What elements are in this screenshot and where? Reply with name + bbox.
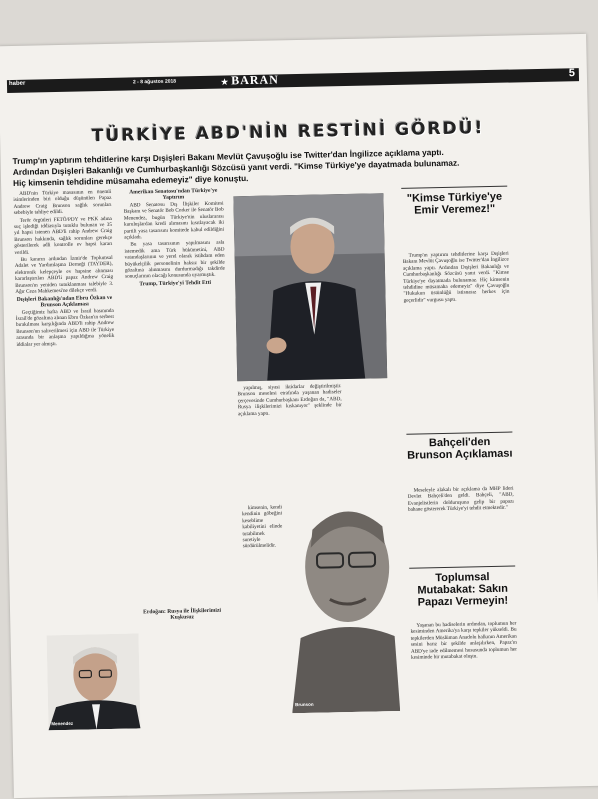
paragraph: Bu yasa tasarısının yapılmasını asla istemedik ama Türk hükümetini, ABD vatandaşlarının ve yerel olarak istihdam eden büyükelçilik personelinin haksız bir şekilde gözaltına alınmasını durdurmadığı takdirde sonuçlarının olacağı konusunda uyarmıştık. (124, 239, 225, 281)
paragraph: ABD'nin Türkiye masasının en önemli isimlerinden biri olduğu düşünülen Papaz Andrew Craig Brunson sağlık sorunları sebebiyle tahliye edildi. (13, 188, 112, 217)
box-body (410, 621, 517, 663)
photo-caption: Brunson (294, 701, 314, 708)
paragraph: Meseleyle alakalı bir açıklama da MHP lideri Devlet Bahçeli'den geldi. Bahçeli, "ABD, Evanjelistlerin dolduruşuna gelip bir papazı bahane göstererek Türkiye'yi tehdit etmektedir." (407, 485, 514, 513)
photo-caption: Menendez (51, 720, 74, 727)
box-title: "Kimse Türkiye'ye Emir Veremez!" (406, 190, 503, 217)
subheading: Erdoğan: Rusya ile İlişkilerimizi Kuşkusuz (143, 607, 222, 621)
paragraph: yapılmış, siyasi iktidarlar değiştirilmiştir. Brunson meselesi etrafında yaşanan hadiseler çerçevesinde Cumhurbaşkanı Erdoğan da, "ABD, Rusya ilişkilerimizi kıskanıyor" şeklinde bir açıklama yaptı. (237, 383, 342, 417)
box-body (403, 251, 510, 305)
star-icon: ★ (220, 77, 230, 87)
paragraph: ABD Senatosu Dış İlişkiler Komitesi Başkanı ve Senatör Bob Corker ile Senatör Bob Menendez, bugün Türkiye'nin uluslararası kuruluşlardan kredi alımasını kısıtlayacak iki partili yasa tasarısını komitede kabul edildiğini açıkladı. (123, 200, 225, 241)
box-title: Bahçeli'den Brunson Açıklaması (407, 436, 513, 462)
page-number: 5 (568, 67, 576, 80)
subheading: Amerikan Senatosu'ndan Türkiye'ye Yaptırım (129, 187, 218, 201)
divider (406, 432, 512, 435)
portrait-illustration (233, 193, 387, 381)
paragraph: Geçtiğimiz hafta ABD ve İsrail basınında İsrail'de gözaltına alınan Ebru Özkan'ın serbest bırakılması karşılığında ABD'li rahip Andrew Brunson'un salıverilmesi için ABD ile Türkiye arasında bir anlaşma yapıldığına yönelik iddialar yer almıştı. (15, 307, 115, 348)
column-3 (237, 383, 342, 418)
box-title: Toplumsal Mutabakat: Sakın Papazı Vermeyin! (417, 571, 509, 609)
divider (409, 566, 515, 569)
column-3-narrow (242, 504, 283, 551)
portrait-illustration (288, 486, 401, 713)
portrait-illustration (47, 633, 141, 730)
paragraph: kimsenin, kendi kendinin göbeğini keseblime kabiliyetini elinde tutabilmek suretiyle sürdürülmelidir. (241, 504, 283, 550)
column-1 (13, 189, 114, 349)
subheading: Dışişleri Bakanlığı'ndan Ebru Özkan ve Brunson Açıklaması (16, 294, 113, 308)
paragraph: Yaşanan bu hadiselerin ardından, toplumun her kesiminden Amerika'ya karşı tepkiler yükseldi. Bu tepkilerden Müslüman Anadolu halkının Amerikan sesini barız bir şekilde anlaşılırken, Papaz'ın ABD'ye iade edilmemesi hususunda toplumun her kesiminde bir mutabakat oluştu. (410, 620, 517, 661)
paragraph: Terör örgütleri FETÖ/PDY ve PKK adına suç işlediği iddiasıyla tutuklu bulunan ve 35 yıl hapsi istenen ABD'li rahip Andrew Craig Brunson hakkında, sağlık sorunları gerekçe gösterilerek adli kontrolle ev hapsi kararı verildi. (13, 215, 113, 256)
paragraph: Trump'ın yaptırım tehditlerine karşı Dışişleri Bakanı Mevlüt Çavuşoğlu ise Twitter'dan İngilizce açıklama yaptı. Ardından Dışişleri Bakanlığı ve Cumhurbaşkanlığı Sözcüsü yanıt verdi. "Kimse Türkiye'ye dayatmada bulunamaz. Hiç kimsenin tehdidine müsamaha edemeyiz" diye Çavuşoğlu "Hukukun üstünlüğü istisnasız herkes için geçerlidir" vurgusu yaptı. (402, 250, 510, 304)
box-body (408, 486, 515, 515)
paragraph: Bu kararın ardından İzmir'de Toplumsal Adalet ve Yardımlaşma Derneği (TAYDER), elektronik kelepçeyle ev hapsine alınması kararlaştırılan ABD'li papaz Andrew Craig Brunson'ın yeniden tutuklanması talebiyle 3. Ağır Ceza Mahkemesi'ne dilekçe verdi. (14, 254, 114, 296)
newspaper-page (0, 34, 598, 798)
headline: TÜRKİYE ABD'NİN RESTİNİ GÖRDÜ! (91, 118, 485, 147)
subheading: Trump, Türkiye'yi Tehdit Etti (139, 279, 212, 288)
lead-paragraph: Trump'ın yaptırım tehditlerine karşı Dışişleri Bakanı Mevlüt Çavuşoğlu ise Twitter'dan İngilizce açıklama yaptı. Ardından Dışişleri Bakanlığı ve Cumhurbaşkanlığı Sözcüsü yanıt verdi. "Kimse Türkiye'ye dayatmada bulunamaz. Hiç kimsenin tehdidine müsamaha edemeyiz" diye konuştu. (12, 146, 460, 188)
issue-date: 2 - 8 ağustos 2018 (132, 78, 177, 86)
masthead-bar (7, 68, 579, 93)
brunson-photo (288, 486, 401, 713)
divider (401, 186, 507, 189)
menendez-photo (47, 633, 141, 730)
section-label: haber (8, 80, 26, 88)
column-2-bottom (132, 606, 232, 622)
newspaper-logo: ★ BARAN (220, 72, 279, 88)
column-2 (123, 187, 225, 289)
erdogan-photo (233, 193, 387, 381)
